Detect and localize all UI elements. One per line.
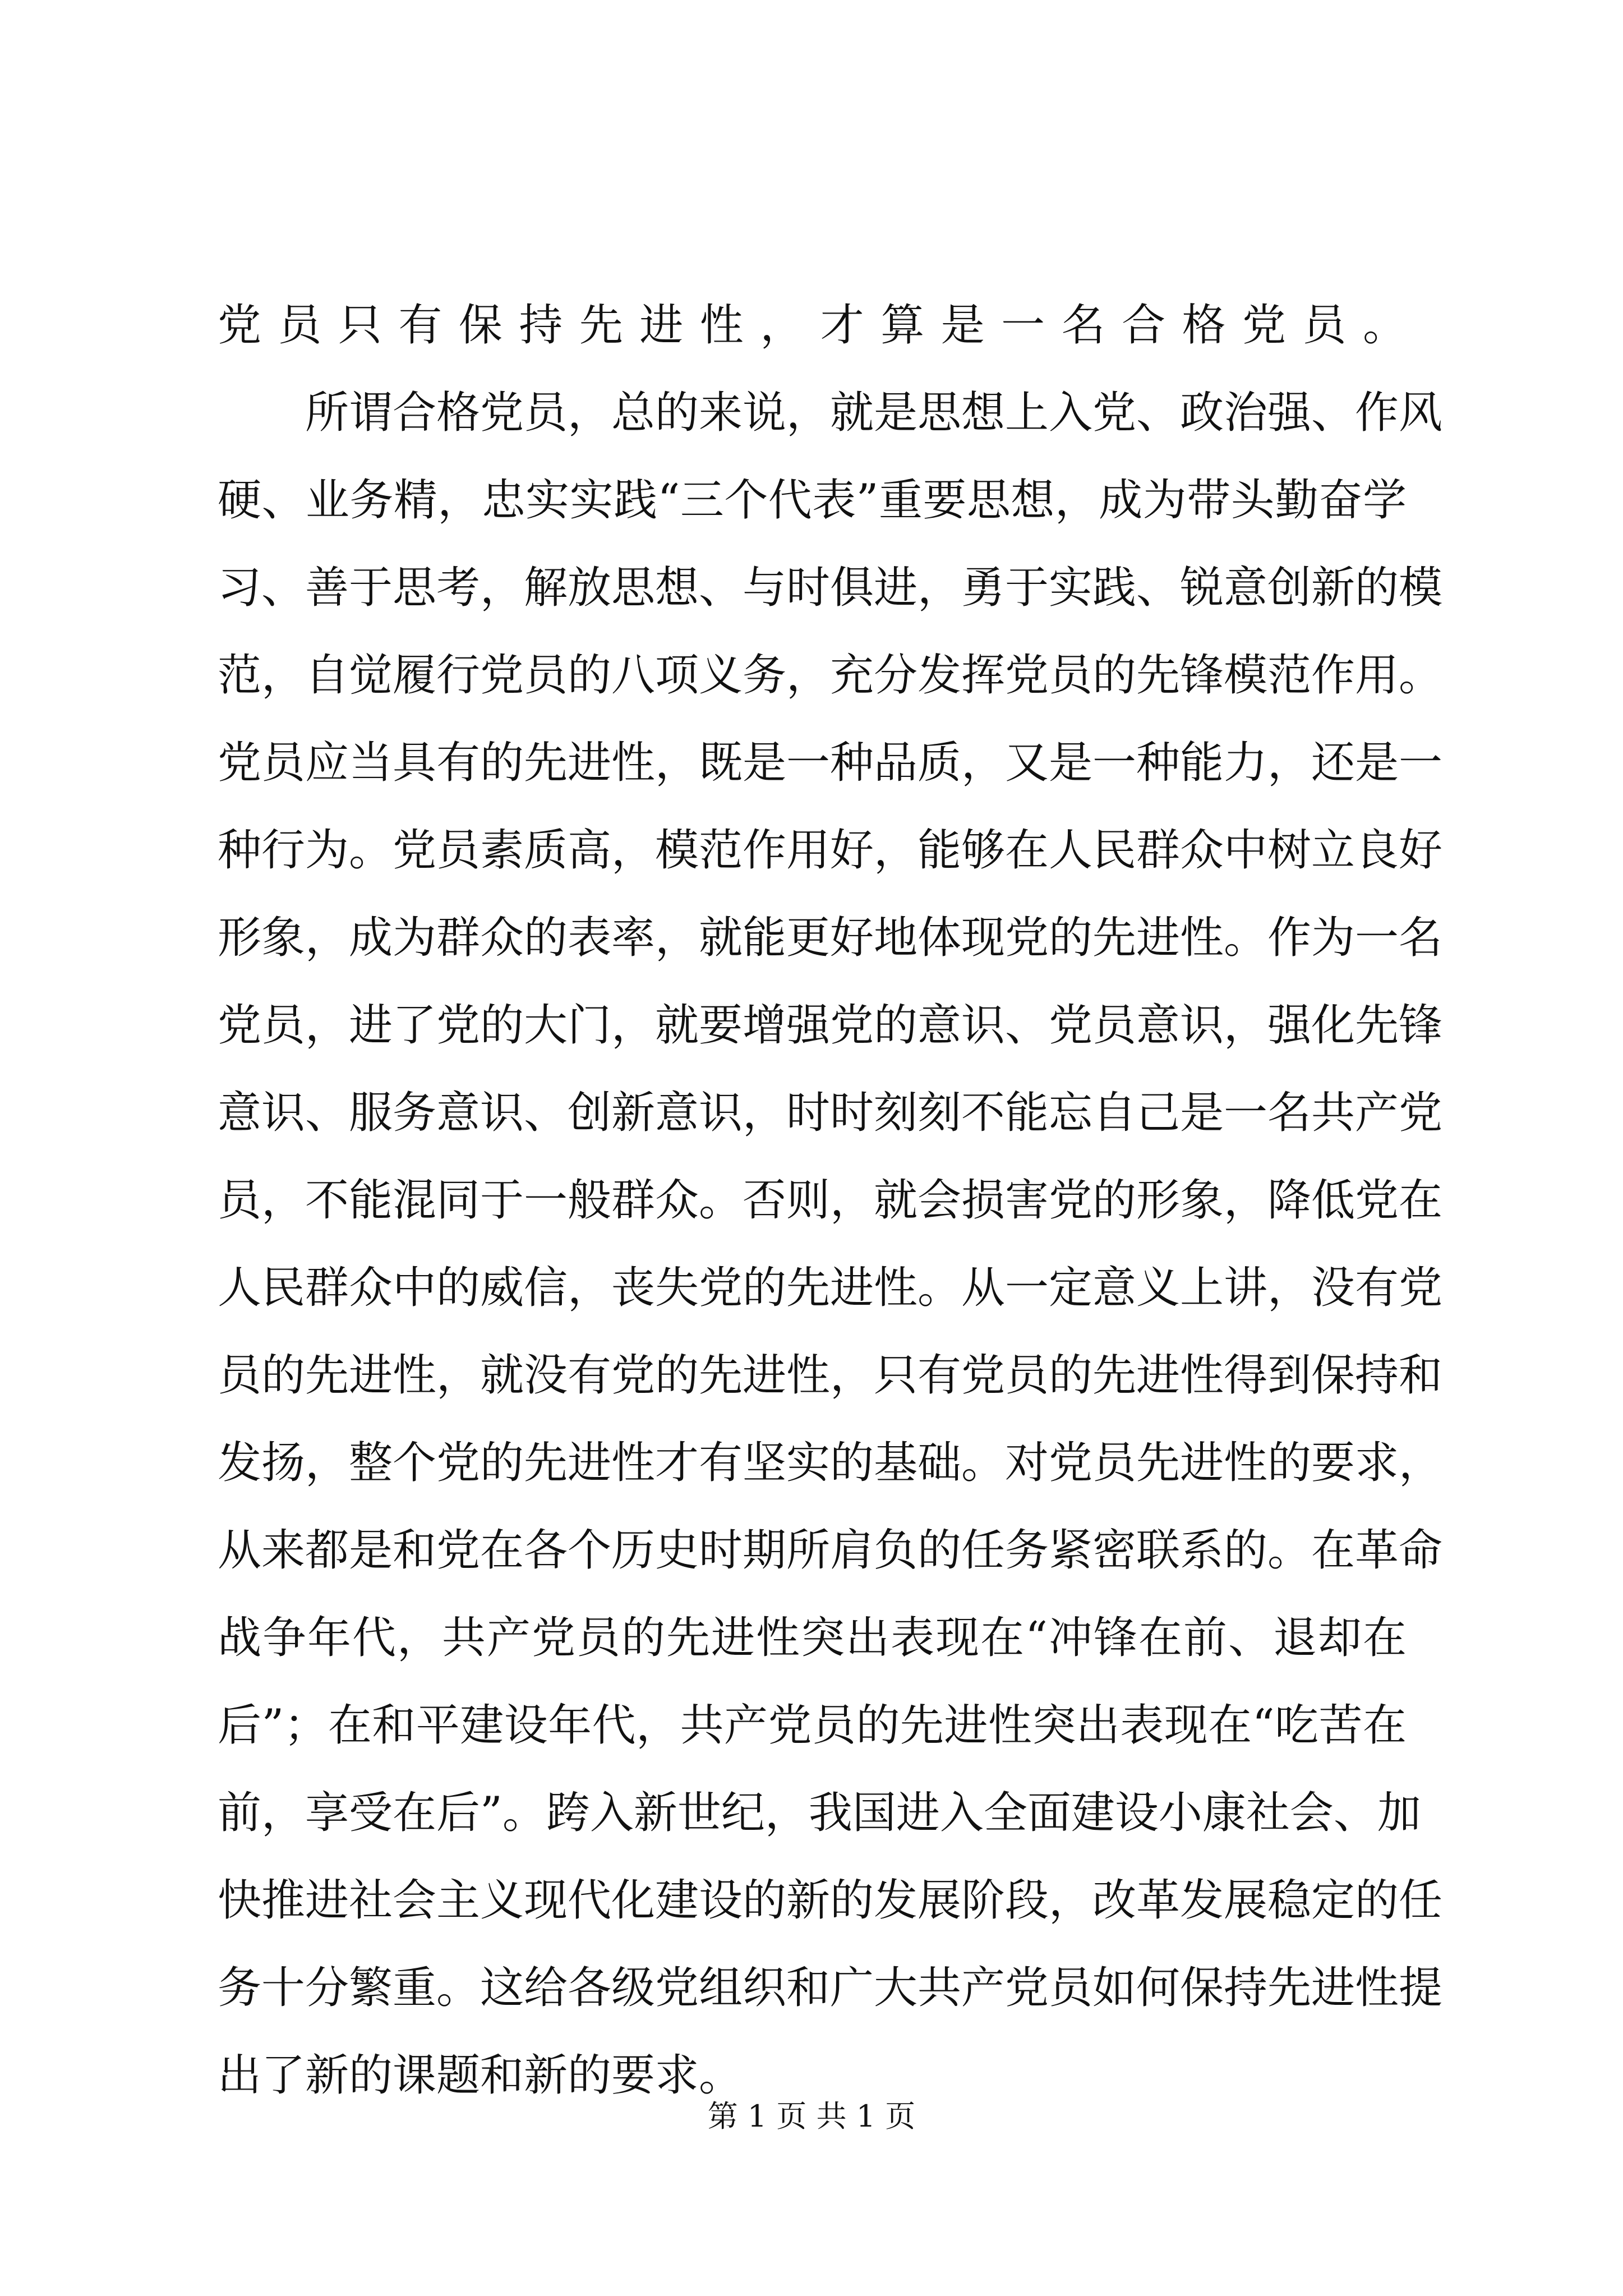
body-text <box>218 282 1443 2119</box>
text-line: 从来都是和党在各个历史时期所肩负的任务紧密联系的。在革命 <box>218 1525 1443 1576</box>
text-line: 后”；在和平建设年代，共产党员的先进性突出表现在“吃苦在 <box>218 1700 1407 1751</box>
text-line: 务十分繁重。这给各级党组织和广大共产党员如何保持先进性提 <box>218 1963 1443 2013</box>
text-line: 种行为。党员素质高，模范作用好，能够在人民群众中树立良好 <box>218 825 1443 876</box>
text-line: 硬、业务精，忠实实践“三个代表”重要思想，成为带头勤奋学 <box>218 475 1407 526</box>
text-line: 范，自觉履行党员的八项义务，充分发挥党员的先锋模范作用。 <box>218 650 1443 701</box>
text-line: 党员，进了党的大门，就要增强党的意识、党员意识，强化先锋 <box>218 1000 1443 1051</box>
text-line: 形象，成为群众的表率，就能更好地体现党的先进性。作为一名 <box>218 913 1443 963</box>
text-line: 员的先进性，就没有党的先进性，只有党员的先进性得到保持和 <box>218 1350 1443 1401</box>
page-footer: 第 1 页 共 1 页 <box>707 2099 916 2134</box>
text-line: 所谓合格党员，总的来说，就是思想上入党、政治强、作风 <box>305 388 1443 438</box>
text-line: 发扬，整个党的先进性才有坚实的基础。对党员先进性的要求， <box>218 1438 1443 1488</box>
text-line: 出了新的课题和新的要求。 <box>218 2050 743 2101</box>
text-line: 战争年代，共产党员的先进性突出表现在“冲锋在前、退却在 <box>218 1613 1407 1663</box>
text-line: 人民群众中的威信，丧失党的先进性。从一定意义上讲，没有党 <box>218 1263 1443 1313</box>
text-line: 党员应当具有的先进性，既是一种品质，又是一种能力，还是一 <box>218 738 1443 788</box>
text-line: 意识、服务意识、创新意识，时时刻刻不能忘自己是一名共产党 <box>218 1088 1443 1138</box>
text-line: 党员只有保持先进性，才算是一名合格党员。 <box>218 300 1407 351</box>
text-line: 习、善于思考，解放思想、与时俱进，勇于实践、锐意创新的模 <box>218 563 1443 613</box>
text-line: 前，享受在后”。跨入新世纪，我国进入全面建设小康社会、加 <box>218 1788 1421 1838</box>
text-line: 员，不能混同于一般群众。否则，就会损害党的形象，降低党在 <box>218 1175 1443 1226</box>
text-line: 快推进社会主义现代化建设的新的发展阶段，改革发展稳定的任 <box>218 1875 1443 1926</box>
